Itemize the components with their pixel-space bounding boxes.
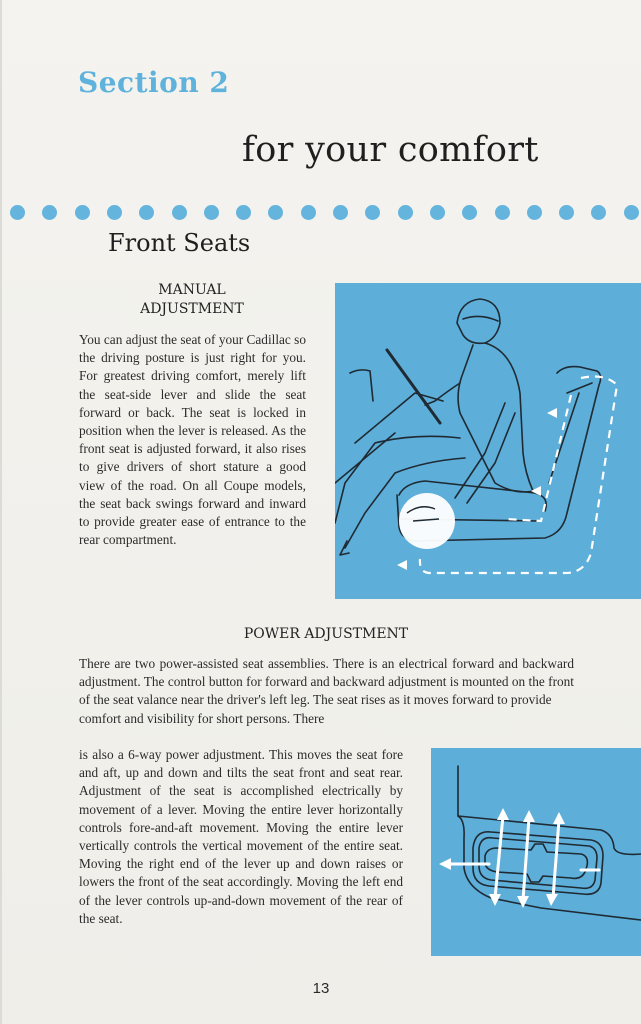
lever-highlight-icon: [399, 493, 455, 549]
manual-heading-line2: ADJUSTMENT: [140, 301, 244, 317]
woman-seat-drawing-icon: [335, 283, 641, 599]
divider-dot: [204, 205, 219, 220]
arrow-left-icon: [439, 858, 451, 870]
divider-dot: [365, 205, 380, 220]
divider-dot: [301, 205, 316, 220]
divider-dot: [75, 205, 90, 220]
chapter-title: for your comfort: [242, 130, 539, 170]
power-intro-last-line: comfort and visibility for short persons. There: [79, 710, 325, 726]
divider-dot: [107, 205, 122, 220]
driver-seat-illustration: [335, 283, 641, 599]
manual-heading-line1: MANUAL: [158, 282, 226, 298]
divider-dot: [139, 205, 154, 220]
power-adjustment-text: is also a 6-way power adjustment. This moves the seat fore and aft, up and down and tilts the seat front and seat rear. Adjustment of the seat is accomplished electrically by movement of a lever. Moving the entire lever horizontally controls fore-and-aft movement. Moving the entire lever vertically controls the vertical movement of the entire seat. Moving the right end of the lever up and down raises or lowers the front of the seat accordingly. Moving the left end of the lever controls up-and-down movement of the rear of the seat.: [79, 747, 403, 926]
arrow-up-icon: [523, 810, 535, 822]
divider-dot: [333, 205, 348, 220]
divider-dot: [462, 205, 477, 220]
divider-dot: [624, 205, 639, 220]
divider-dot: [172, 205, 187, 220]
page-number: 13: [312, 980, 330, 997]
divider-dot: [527, 205, 542, 220]
power-adjustment-intro: [79, 655, 574, 728]
arrow-down-icon: [546, 894, 558, 906]
divider-dot: [236, 205, 251, 220]
divider-dot: [268, 205, 283, 220]
arrow-left-icon: [397, 560, 407, 570]
divider-dot: [559, 205, 574, 220]
power-lever-illustration: [431, 748, 641, 956]
divider-dot: [42, 205, 57, 220]
divider-dot: [398, 205, 413, 220]
arrow-down-icon: [517, 896, 529, 908]
manual-adjustment-text: You can adjust the seat of your Cadillac so the driving posture is just right for you. For greatest driving comfort, merely lift the seat-side lever and slide the seat forward or back. The seat is locked in position when the lever is released. As the front seat is adjusted forward, it also rises to give drivers of short stature a good view of the road. On all Coupe models, the seat back swings forward and inward to provide greater ease of entrance to the rear compartment.: [79, 332, 306, 548]
power-intro-text: There are two power-assisted seat assemblies. There is an electrical forward and backward adjustment. The control button for forward and backward adjustment is mounted on the front of the seat valance near the driver's left leg. The seat rises as it moves forward to provide: [79, 656, 574, 708]
arrow-up-icon: [553, 812, 565, 824]
divider-dot: [495, 205, 510, 220]
manual-adjustment-heading: [78, 281, 306, 319]
divider-dot: [591, 205, 606, 220]
arrow-up-icon: [497, 808, 509, 820]
power-adjustment-heading: POWER ADJUSTMENT: [243, 626, 409, 642]
divider-dot: [10, 205, 25, 220]
page-edge: [0, 0, 2, 1024]
divider-dot: [430, 205, 445, 220]
subsection-title: Front Seats: [108, 229, 251, 257]
dotted-divider: [0, 205, 641, 223]
seat-lever-drawing-icon: [431, 748, 641, 956]
section-label: Section 2: [78, 66, 230, 99]
